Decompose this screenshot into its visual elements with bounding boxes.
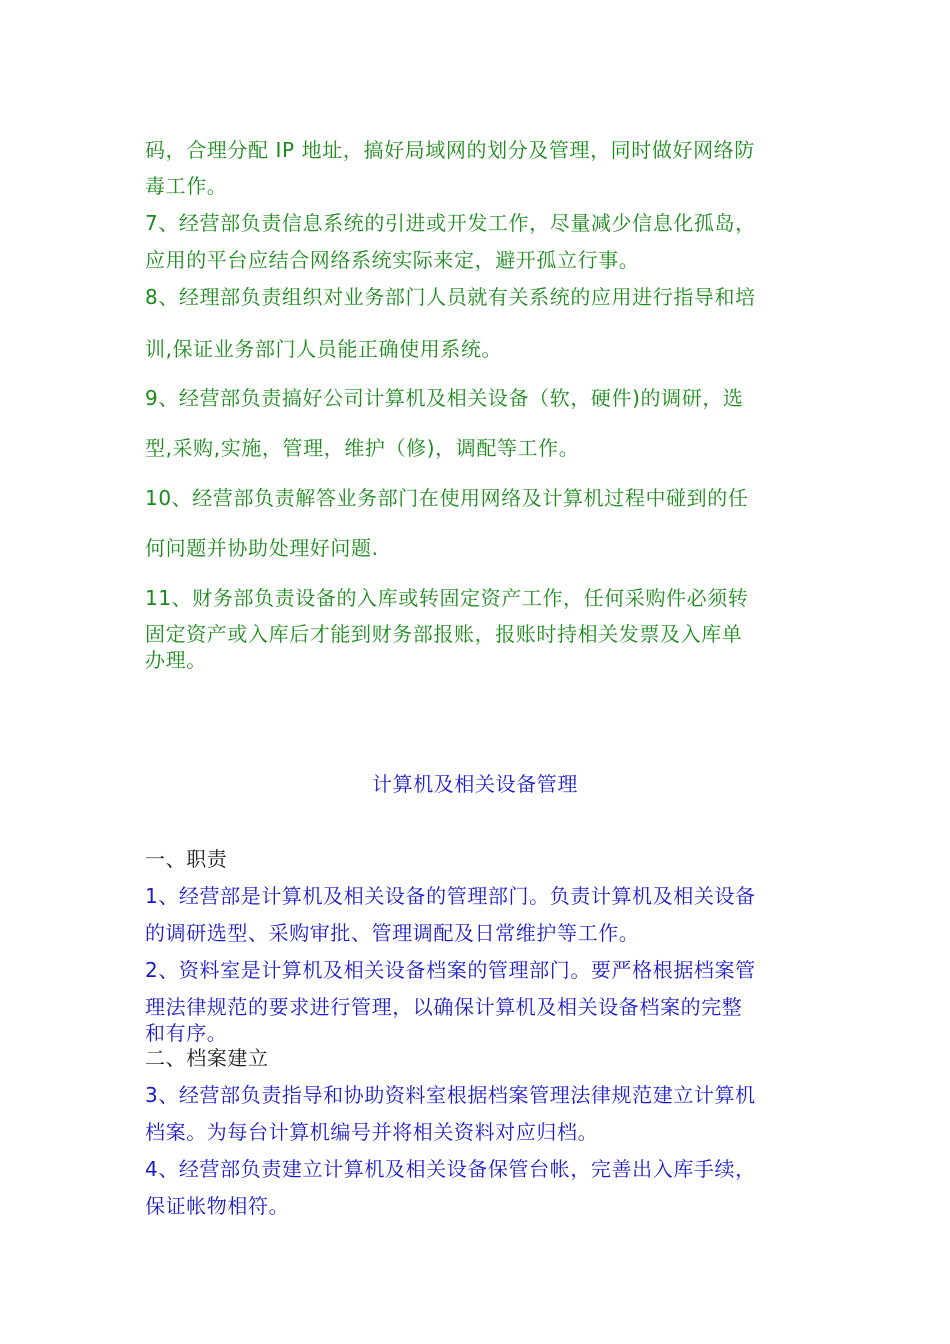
paragraph-line: 2、资料室是计算机及相关设备档案的管理部门。要严格根据档案管	[145, 958, 756, 982]
paragraph-line: 10、经营部负责解答业务部门在使用网络及计算机过程中碰到的任	[145, 486, 749, 510]
paragraph-line: 11、财务部负责设备的入库或转固定资产工作，任何采购件必须转	[145, 586, 749, 610]
paragraph-line: 8、经理部负责组织对业务部门人员就有关系统的应用进行指导和培	[145, 285, 756, 309]
paragraph-line: 何问题并协助处理好问题.	[145, 536, 379, 560]
paragraph-line: 1、经营部是计算机及相关设备的管理部门。负责计算机及相关设备	[145, 884, 756, 908]
paragraph-line: 训,保证业务部门人员能正确使用系统。	[145, 337, 503, 361]
paragraph-line: 毒工作。	[145, 174, 228, 198]
paragraph-line: 型,采购,实施，管理，维护（修)，调配等工作。	[145, 436, 580, 460]
paragraph-line: 办理。	[145, 648, 207, 672]
paragraph-line: 理法律规范的要求进行管理，以确保计算机及相关设备档案的完整	[145, 995, 743, 1019]
section-title: 计算机及相关设备管理	[372, 772, 578, 796]
paragraph-line: 的调研选型、采购审批、管理调配及日常维护等工作。	[145, 921, 640, 945]
paragraph-line: 3、经营部负责指导和协助资料室根据档案管理法律规范建立计算机	[145, 1083, 756, 1107]
paragraph-line: 9、经营部负责搞好公司计算机及相关设备（软，硬件)的调研，选	[145, 386, 744, 410]
paragraph-line: 码，合理分配 IP 地址，搞好局域网的划分及管理，同时做好网络防	[145, 138, 755, 162]
paragraph-line: 固定资产或入库后才能到财务部报账，报账时持相关发票及入库单	[145, 622, 743, 646]
section-heading: 二、档案建立	[145, 1046, 269, 1070]
paragraph-line: 保证帐物相符。	[145, 1194, 290, 1218]
paragraph-line: 应用的平台应结合网络系统实际来定，避开孤立行事。	[145, 248, 640, 272]
paragraph-line: 7、经营部负责信息系统的引进或开发工作，尽量减少信息化孤岛，	[145, 211, 756, 235]
section-heading: 一、职责	[145, 847, 228, 871]
paragraph-line: 和有序。	[145, 1021, 228, 1045]
paragraph-line: 4、经营部负责建立计算机及相关设备保管台帐，完善出入库手续，	[145, 1157, 756, 1181]
paragraph-line: 档案。为每台计算机编号并将相关资料对应归档。	[145, 1120, 599, 1144]
